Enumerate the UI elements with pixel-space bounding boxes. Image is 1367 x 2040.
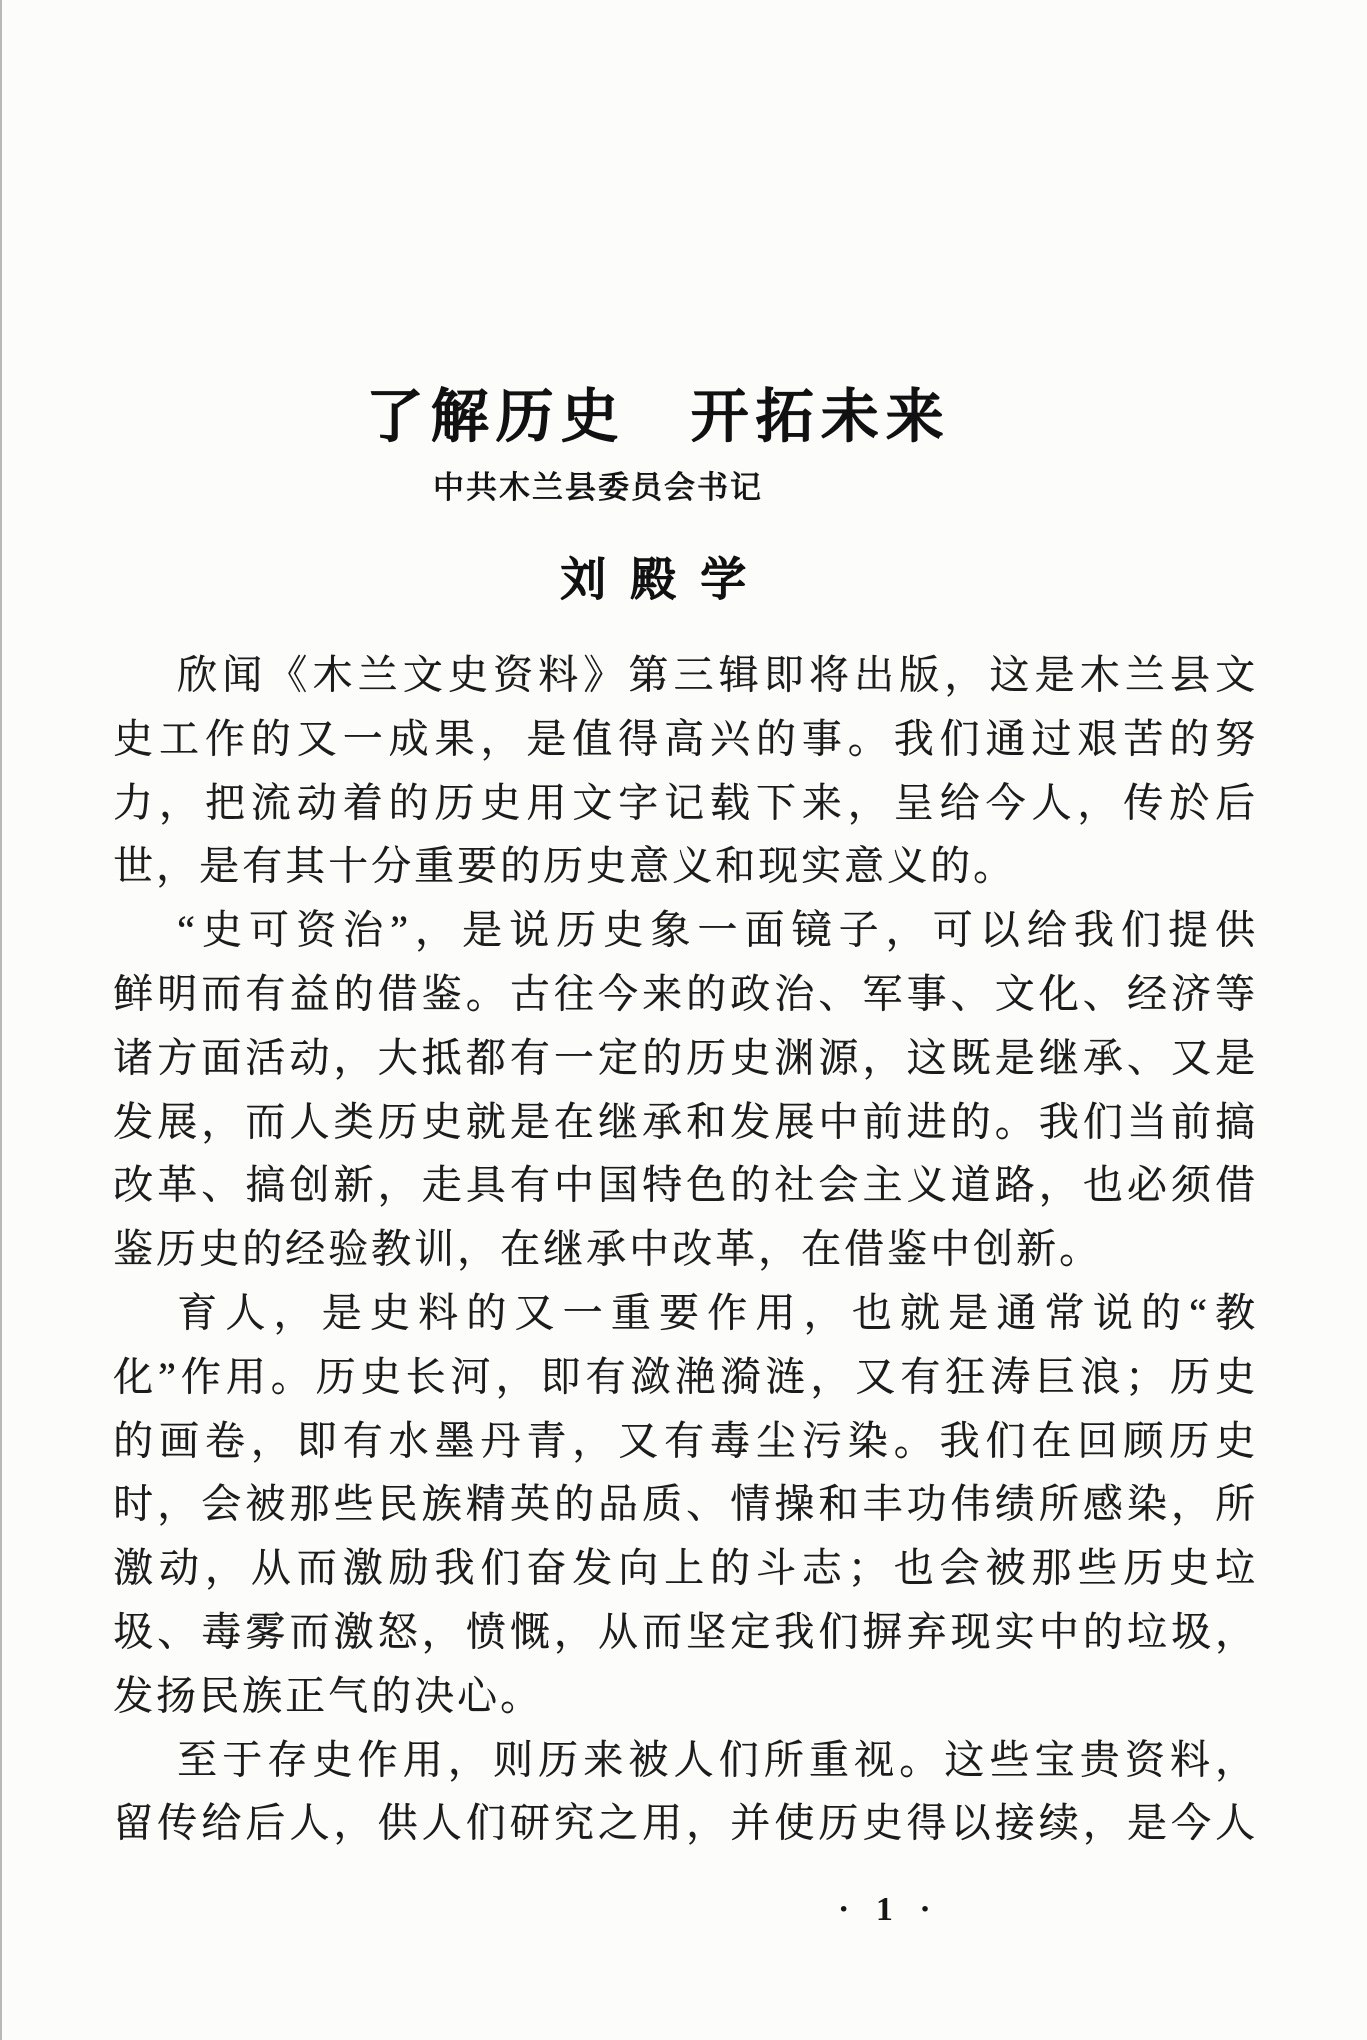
page-number: · 1 · <box>838 1891 940 1928</box>
text-line: 鉴历史的经验教训，在继承中改革，在借鉴中创新。 <box>113 1226 1102 1272</box>
text-line: 力，把流动着的历史用文字记载下来，呈给今人，传於后 <box>113 779 1255 825</box>
text-line: 至于存史作用，则历来被人们所重视。这些宝贵资料， <box>177 1736 1255 1782</box>
text-line: 留传给后人，供人们研究之用，并使历史得以接续，是今人 <box>113 1800 1255 1846</box>
article-body <box>113 643 1255 1855</box>
text-line: 激动，从而激励我们奋发向上的斗志；也会被那些历史垃 <box>113 1545 1255 1591</box>
text-line: 的画卷，即有水墨丹青，又有毒尘污染。我们在回顾历史 <box>113 1417 1255 1463</box>
author-role: 中共木兰县委员会书记 <box>433 470 763 505</box>
text-line: 圾、毒雾而激怒，愤慨，从而坚定我们摒弃现实中的垃圾， <box>113 1608 1255 1654</box>
author-name: 刘殿学 <box>560 554 770 605</box>
text-line: 化”作用。历史长河，即有潋滟漪涟，又有狂涛巨浪；历史 <box>113 1353 1255 1399</box>
text-line: 发扬民族正气的决心。 <box>113 1672 543 1718</box>
article-title: 了解历史 开拓未来 <box>365 383 951 449</box>
text-line: 欣闻《木兰文史资料》第三辑即将出版，这是木兰县文 <box>177 652 1255 697</box>
text-line: 育人，是史料的又一重要作用，也就是通常说的“教 <box>177 1289 1255 1335</box>
text-line: 诸方面活动，大抵都有一定的历史渊源，这既是继承、又是 <box>113 1034 1255 1080</box>
text-line: 发展，而人类历史就是在继承和发展中前进的。我们当前搞 <box>113 1098 1255 1144</box>
text-line: 时，会被那些民族精英的品质、情操和丰功伟绩所感染，所 <box>113 1481 1255 1527</box>
text-line: 世，是有其十分重要的历史意义和现实意义的。 <box>113 843 1016 889</box>
text-line: 鲜明而有益的借鉴。古往今来的政治、军事、文化、经济等 <box>113 970 1255 1016</box>
text-line: 史工作的又一成果，是值得高兴的事。我们通过艰苦的努 <box>113 715 1255 761</box>
text-line: “史可资治”，是说历史象一面镜子，可以给我们提供 <box>177 907 1255 953</box>
text-line: 改革、搞创新，走具有中国特色的社会主义道路，也必须借 <box>113 1162 1255 1208</box>
scan-binding-edge <box>0 0 2 2040</box>
